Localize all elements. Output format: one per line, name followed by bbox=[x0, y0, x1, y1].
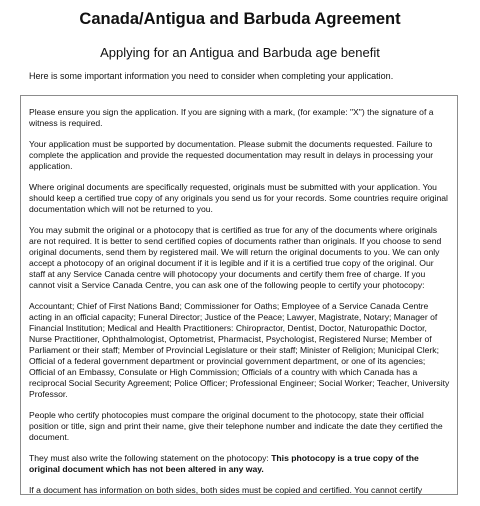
statement-text: This photocopy is a true copy of the original document which has not been altered in any way. bbox=[29, 453, 419, 474]
certifiers-list-paragraph: Accountant; Chief of First Nations Band; Commissioner for Oaths; Employee of a Service Canada Centre acting in an official capacity; Funeral Director; Justice of the Peace; Lawyer, Magistrate, Notary; Manager of Financial Institution; Medical and Health Practitioners: Chiropractor, Dentist, Doctor, Naturopathic Doctor, Nurse Practitioner, Ophthalmologist, Optometrist, Pharmacist, Psychologist, Registered Nurse; Member of Parliament or their staff; Member of Provincial Legislature or their staff; Minister of Religion; Municipal Clerk; Official of a federal government department or provincial government department, or one of its agencies; Official of an Embassy, Consulate or High Commission; Officials of a country with which Canada has a reciprocal Social Security Agreement; Police Officer; Professional Engineer; Social Worker; Teacher, University Professor. bbox=[29, 301, 450, 399]
statement-paragraph bbox=[29, 453, 451, 475]
signature-paragraph: Please ensure you sign the application. If you are signing with a mark, (for example: "X") the signature of a witness is required. bbox=[29, 107, 434, 128]
both-sides-paragraph: If a document has information on both sides, both sides must be copied and certified. You cannot certify bbox=[29, 485, 423, 495]
certification-requirements-paragraph: People who certify photocopies must compare the original document to the photocopy, state their official position or title, sign and print their name, give their telephone number and indicate the date they certified the document. bbox=[29, 410, 443, 442]
original-documents-paragraph: Where original documents are specifically requested, originals must be submitted with your application. You should keep a certified true copy of any originals you send us for your records. Some countries require original documentation which will not be returned to you. bbox=[29, 182, 448, 214]
document-title: Canada/Antigua and Barbuda Agreement bbox=[79, 10, 401, 28]
document-subtitle: Applying for an Antigua and Barbuda age benefit bbox=[100, 45, 380, 60]
certified-copies-paragraph: You may submit the original or a photocopy that is certified as true for any of the documents where originals are not required. It is better to send certified copies of documents rather than originals. If you choose to send original documents, send them by registered mail. We will return the original documents to you. We can only accept a photocopy of an original document if it is legible and if it is a certified true copy of the original. Our staff at any Service Canada centre will photocopy your documents and certify them free of charge. If you cannot visit a Service Canada Centre, you can ask one of the following people to certify your photocopy: bbox=[29, 225, 442, 290]
info-box-content bbox=[29, 107, 451, 506]
important-info-box[interactable] bbox=[20, 95, 458, 495]
documentation-paragraph: Your application must be supported by documentation. Please submit the documents requested. Failure to complete the application and provide the requested documentation may result in delays in processing your application. bbox=[29, 139, 434, 171]
intro-text: Here is some important information you need to consider when completing your application. bbox=[29, 71, 394, 81]
statement-lead: They must also write the following statement on the photocopy: bbox=[29, 453, 272, 463]
